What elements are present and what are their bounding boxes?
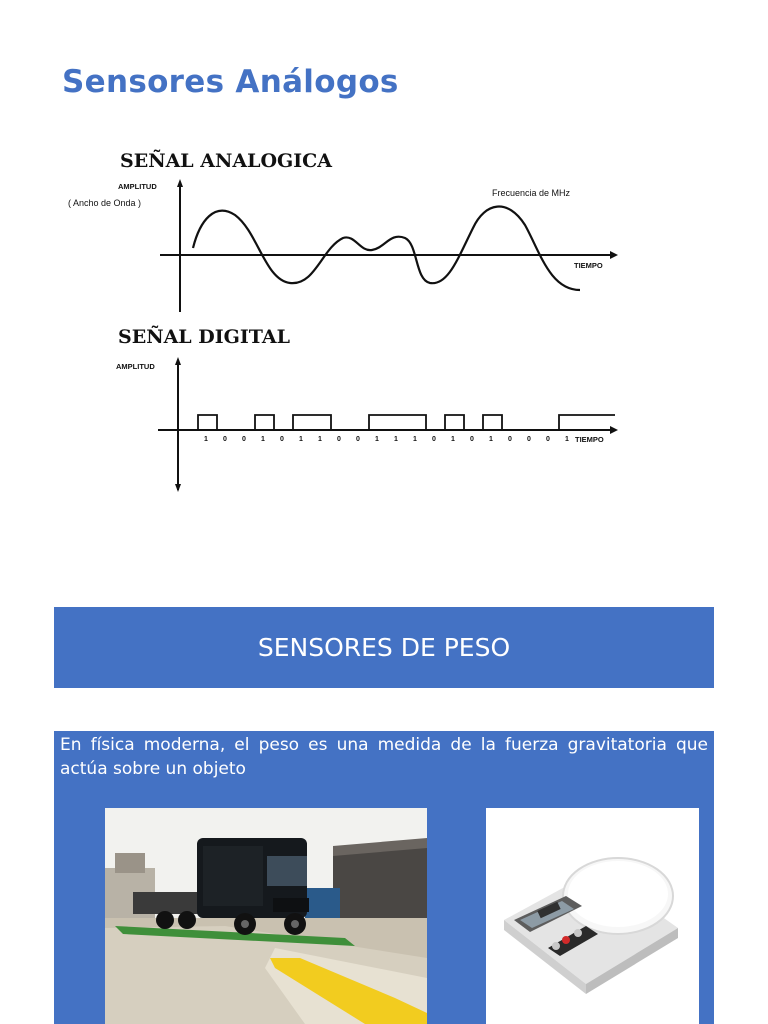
digital-signal-title: SEÑAL DIGITAL	[118, 326, 290, 348]
description-text: En física moderna, el peso es una medida de la fuerza gravitatoria que actúa sobre un objeto	[60, 735, 708, 779]
digital-bit-label: 0	[280, 436, 284, 443]
digital-bit-label: 0	[546, 436, 550, 443]
digital-bit-label: 1	[565, 436, 569, 443]
digital-bit-label: 0	[508, 436, 512, 443]
digital-bit-labels	[204, 436, 569, 443]
digital-bit-label: 1	[413, 436, 417, 443]
digital-y-down-arrow-icon	[175, 484, 181, 492]
digital-waveform	[198, 415, 615, 430]
section-banner	[54, 607, 714, 688]
digital-bit-label: 0	[470, 436, 474, 443]
analog-waveform	[193, 207, 580, 290]
digital-bit-label: 0	[223, 436, 227, 443]
digital-bit-label: 1	[318, 436, 322, 443]
digital-bit-label: 0	[356, 436, 360, 443]
digital-x-arrow-icon	[610, 426, 618, 434]
digital-amplitude-label: AMPLITUD	[116, 362, 155, 371]
digital-bit-label: 1	[394, 436, 398, 443]
digital-bit-label: 1	[299, 436, 303, 443]
analog-signal-title: SEÑAL ANALOGICA	[120, 150, 333, 172]
digital-bit-label: 0	[432, 436, 436, 443]
digital-y-arrow-icon	[175, 357, 181, 365]
digital-bit-label: 1	[489, 436, 493, 443]
banner-title: SENSORES DE PESO	[257, 633, 511, 662]
analog-frequency-label: Frecuencia de MHz	[492, 188, 571, 198]
digital-bit-label: 0	[527, 436, 531, 443]
analog-amplitude-label: AMPLITUD	[118, 182, 157, 191]
digital-bit-label: 0	[242, 436, 246, 443]
signal-diagram	[60, 140, 630, 500]
content-panel	[54, 731, 714, 1024]
analog-y-arrow-icon	[177, 179, 183, 187]
analog-amplitude-sublabel: ( Ancho de Onda )	[68, 198, 142, 208]
analog-time-label: TIEMPO	[574, 261, 603, 270]
digital-pulse-line	[198, 415, 615, 430]
digital-bit-label: 0	[337, 436, 341, 443]
digital-bit-label: 1	[204, 436, 208, 443]
digital-bit-label: 1	[375, 436, 379, 443]
page-title: Sensores Análogos	[62, 64, 399, 100]
truck-scale-image	[105, 808, 427, 1024]
kitchen-scale-image	[486, 808, 699, 1024]
digital-bit-label: 1	[451, 436, 455, 443]
analog-x-arrow-icon	[610, 251, 618, 259]
digital-time-label: TIEMPO	[575, 435, 604, 444]
digital-bit-label: 1	[261, 436, 265, 443]
